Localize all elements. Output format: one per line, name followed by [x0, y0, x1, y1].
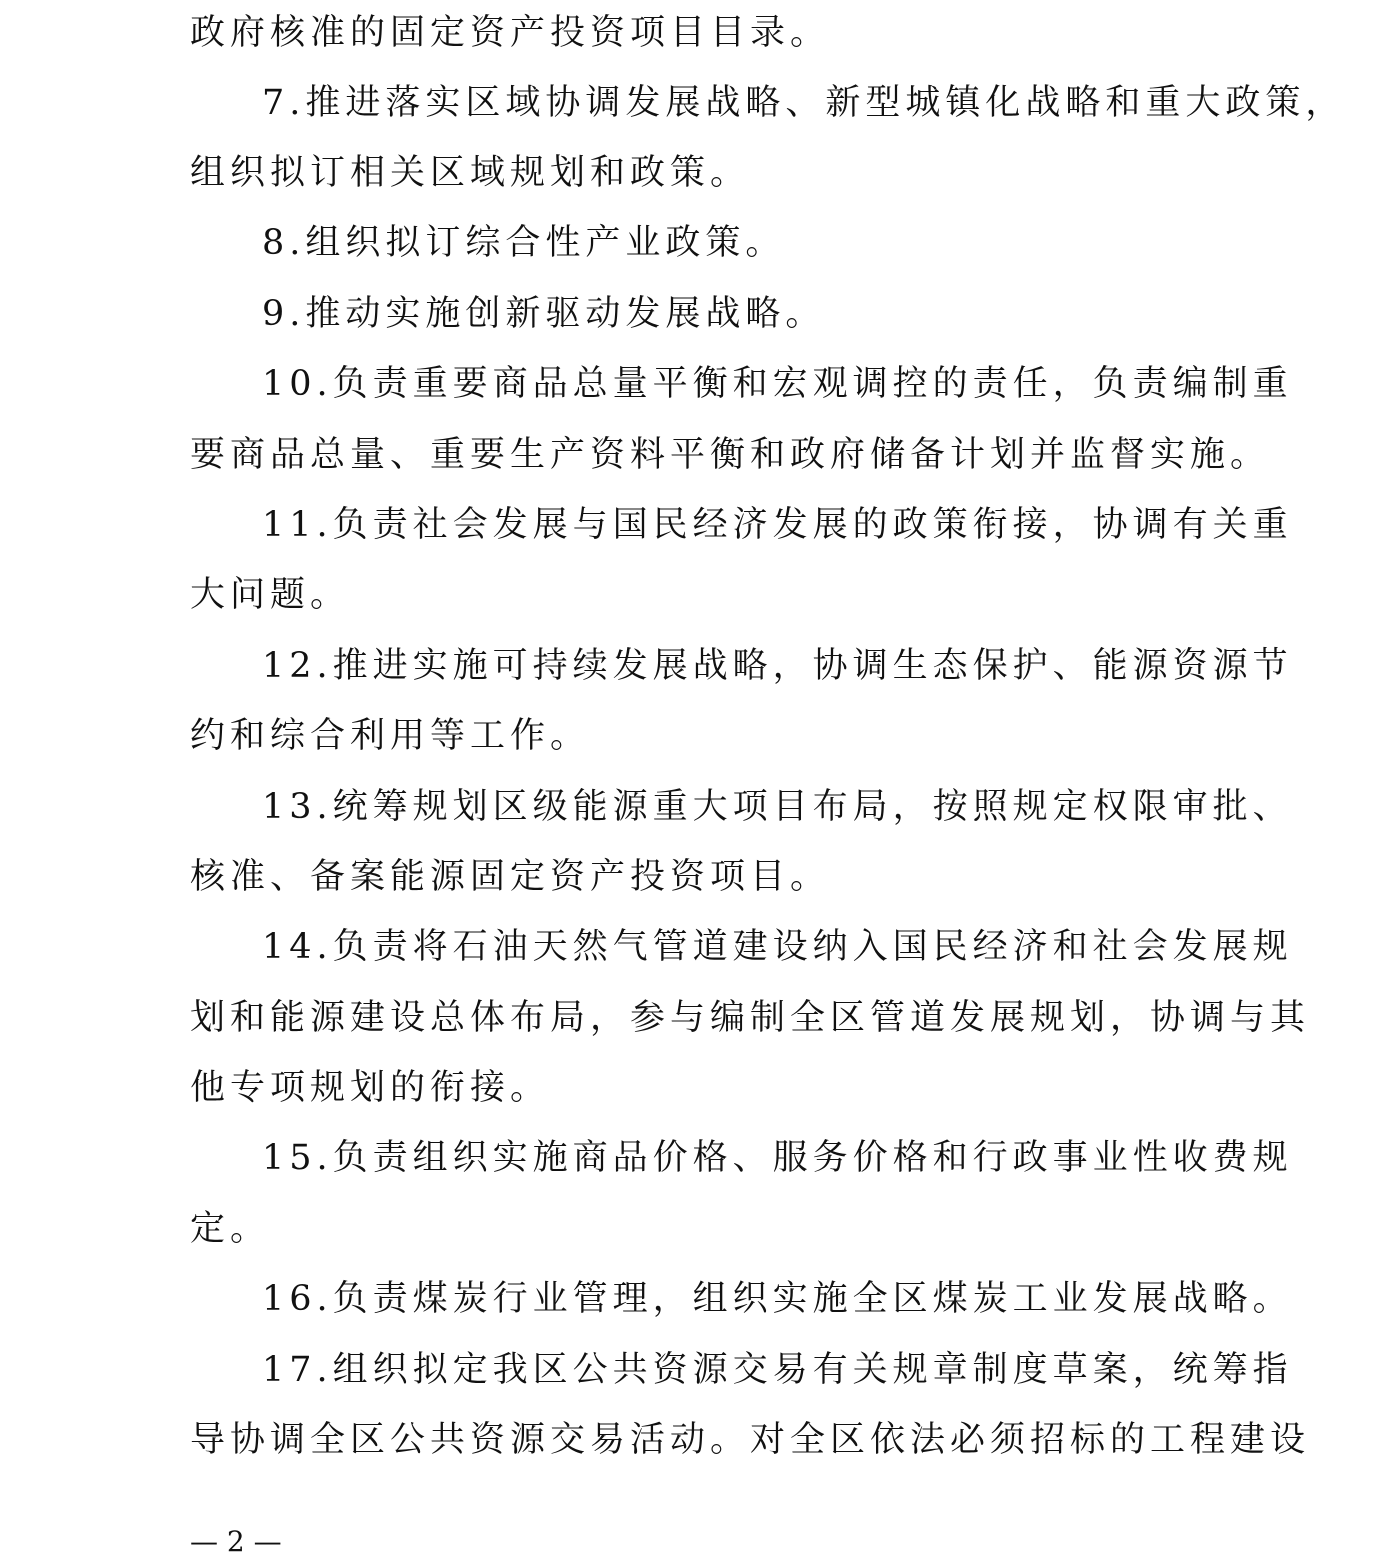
text-line: 14.负责将石油天然气管道建设纳入国民经济和社会发展规 — [262, 927, 1293, 967]
text-line: 7.推进落实区域协调发展战略、新型城镇化战略和重大政策， — [262, 83, 1346, 123]
text-line: 政府核准的固定资产投资项目目录。 — [190, 13, 831, 53]
text-line: 定。 — [190, 1209, 271, 1249]
text-line: 组织拟订相关区域规划和政策。 — [190, 153, 751, 193]
text-line: 他专项规划的衔接。 — [190, 1068, 551, 1108]
page-number: — 2 — — [190, 1525, 282, 1558]
text-line: 8.组织拟订综合性产业政策。 — [262, 223, 786, 263]
text-line: 约和综合利用等工作。 — [190, 716, 591, 756]
text-line: 13.统筹规划区级能源重大项目布局，按照规定权限审批、 — [262, 787, 1293, 827]
text-line: 导协调全区公共资源交易活动。对全区依法必须招标的工程建设 — [190, 1420, 1311, 1460]
text-line: 10.负责重要商品总量平衡和宏观调控的责任，负责编制重 — [262, 364, 1293, 404]
text-line: 15.负责组织实施商品价格、服务价格和行政事业性收费规 — [262, 1138, 1293, 1178]
text-line: 核准、备案能源固定资产投资项目。 — [190, 857, 831, 897]
text-line: 要商品总量、重要生产资料平衡和政府储备计划并监督实施。 — [190, 435, 1271, 475]
text-line: 大问题。 — [190, 575, 351, 615]
text-line: 11.负责社会发展与国民经济发展的政策衔接，协调有关重 — [262, 505, 1293, 545]
text-line: 划和能源建设总体布局，参与编制全区管道发展规划，协调与其 — [190, 998, 1311, 1038]
text-line: 17.组织拟定我区公共资源交易有关规章制度草案，统筹指 — [262, 1350, 1293, 1390]
text-line: 16.负责煤炭行业管理，组织实施全区煤炭工业发展战略。 — [262, 1279, 1293, 1319]
text-line: 9.推动实施创新驱动发展战略。 — [262, 294, 826, 334]
text-line: 12.推进实施可持续发展战略，协调生态保护、能源资源节 — [262, 646, 1293, 686]
